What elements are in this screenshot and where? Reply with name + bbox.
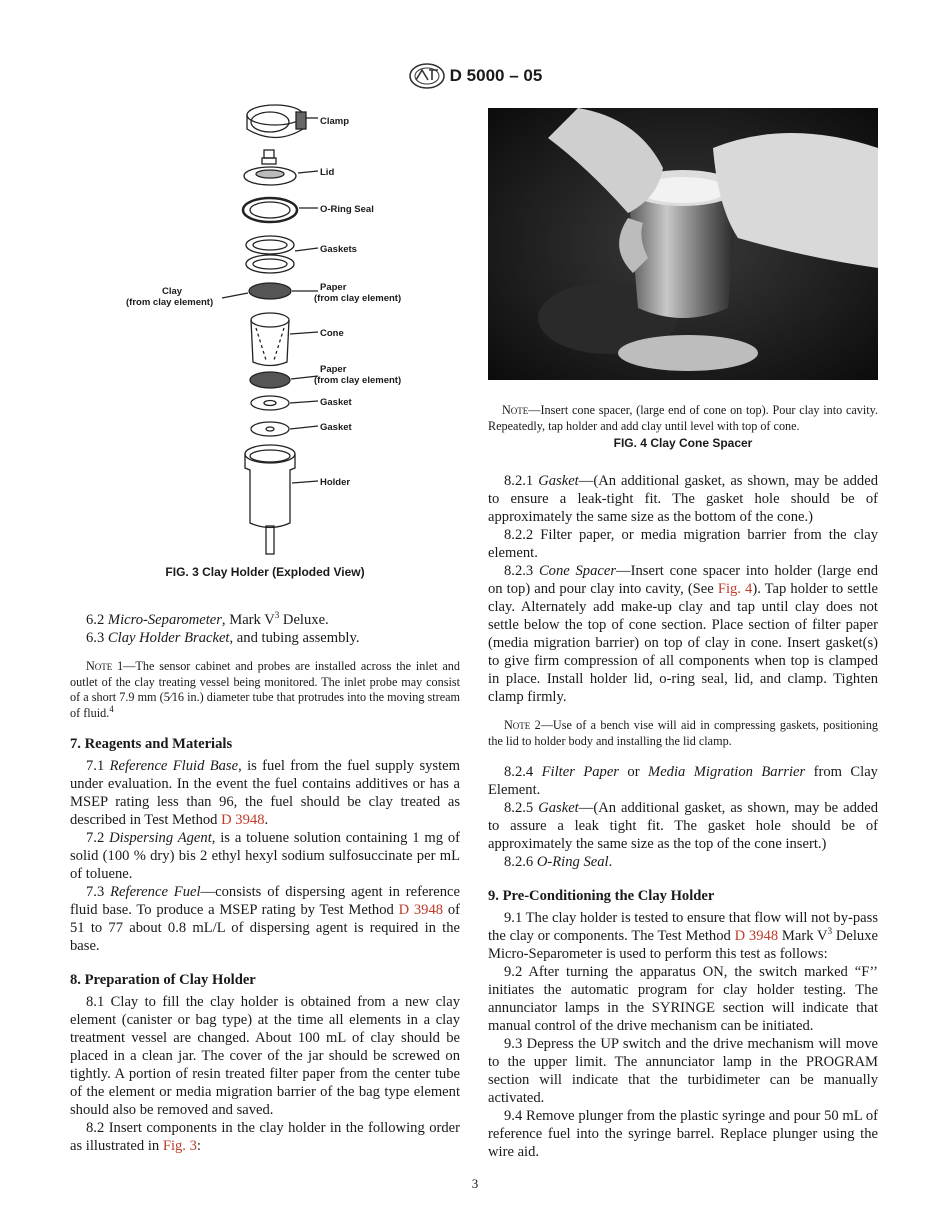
figure-3-caption: FIG. 3 Clay Holder (Exploded View): [165, 565, 365, 579]
paragraph-8-1: 8.1 Clay to fill the clay holder is obtained from a new clay element (canister or bag type) at the time all elements in a clay treatment vessel are changed. About 100 mL of clay should be placed in a clean jar. The cover of the jar should be screwed on tightly. A portion of resin treated filter paper from the center tube of the element or media migration barrier of the bag type element should also be removed and saved.: [70, 994, 460, 1118]
link-d3948[interactable]: D 3948: [221, 812, 265, 828]
paragraph-8-2-5: 8.2.5 Gasket—(An additional gasket, as shown, may be added to assure a leak tight fit. The gasket hole should be of approximately the same size as the top of the cone insert.): [488, 800, 879, 852]
page-header: [0, 62, 950, 95]
note-1: Note 1—The sensor cabinet and probes are installed across the inlet and outlet of the clay treating vessel being monitored. The inlet probe may consist of a short 7.9 mm (5⁄16 in.) diameter tube that protrudes into the moving stream of fluid.$^4$: [70, 659, 460, 720]
note-2: Note 2—Use of a bench vise will aid in compressing gaskets, positioning the lid to holder body and installing the lid clamp.: [488, 718, 879, 748]
astm-logo-icon: [408, 62, 446, 90]
figure-4-note: Note—Insert cone spacer, (large end of cone on top). Pour clay into cavity. Repeatedly, tap holder and add clay until level with top of cone.: [488, 403, 878, 433]
paragraph-8-2-2: 8.2.2 Filter paper, or media migration barrier from the clay element.: [488, 527, 878, 561]
paragraph-7-3: 7.3 Reference Fuel—consists of dispersing agent in reference fluid base. To produce a MSEP rating by Test Method D 3948 of 51 to 77 about 0.8 mL/L of dispersing agent is required in the base.: [70, 884, 461, 954]
link-fig-3[interactable]: Fig. 3: [162, 1138, 197, 1154]
link-d3948[interactable]: D 3948: [398, 902, 444, 918]
section-8-heading: 8. Preparation of Clay Holder: [70, 972, 256, 988]
oring-part: [243, 198, 297, 222]
paragraph-8-2: 8.2 Insert components in the clay holder in the following order as illustrated in Fig. 3:: [70, 1120, 460, 1154]
label-paper-1-source: (from clay element): [314, 293, 402, 304]
right-column: [488, 108, 878, 1161]
paragraph-8-2-4: 8.2.4 Filter Paper or Media Migration Barrier from Clay Element.: [488, 764, 878, 798]
paragraph-9-3: 9.3 Depress the UP switch and the drive mechanism will move to the upper limit. The annunciator lamp in the PROGRAM section will indicate that the turbidimeter can be manually activated.: [488, 1036, 878, 1106]
label-gasket-1: Gasket: [320, 397, 352, 408]
paragraph-8-2-1: 8.2.1 Gasket—(An additional gasket, as shown, may be added to ensure a leak-tight fit. The gasket hole should be of approximately the same size as the bottom of the cone.): [488, 473, 879, 525]
label-clamp: Clamp: [320, 116, 350, 127]
link-fig-4[interactable]: Fig. 4: [717, 581, 753, 597]
gaskets-part: [246, 236, 294, 273]
label-clay: Clay: [162, 286, 183, 297]
label-paper-2: Paper: [320, 364, 347, 375]
page-number: 3: [471, 1176, 479, 1191]
clamp-part: [247, 105, 306, 138]
paragraph-9-1: 9.1 The clay holder is tested to ensure that flow will not by-pass the clay or components. The Test Method D 3948 Mark $V^3$ Deluxe Micro-Separometer is used to perform this test as follows:: [488, 910, 879, 962]
paragraph-7-2: 7.2 Dispersing Agent, is a toluene solution containing 1 mg of solid (100 % dry) bis 2 ethyl hexyl sodium sulfosuccinate per mL of toluene.: [70, 830, 460, 882]
paragraph-9-2: 9.2 After turning the apparatus ON, the switch marked “F’’ initiates the automatic program for clay holder testing. The annunciator lamps in the SYRINGE section will indicate that manual control of the drive mechanism can be initiated.: [488, 964, 878, 1034]
paragraph-7-1: 7.1 Reference Fluid Base, is fuel from the fuel supply system under evaluation. In the event the fuel contains additives or has a MSEP rating less than 96, the fuel should be clay treated as described in Test Method D 3948.: [70, 758, 460, 828]
label-paper-2-source: (from clay element): [314, 375, 402, 386]
link-d3948[interactable]: D 3948: [734, 928, 779, 944]
section-9-heading: 9. Pre-Conditioning the Clay Holder: [488, 888, 715, 904]
label-oring: O-Ring Seal: [320, 204, 374, 215]
document-id: D 5000 – 05: [449, 66, 543, 85]
figure-3-exploded-view: [70, 98, 460, 558]
paper-2-part: [250, 372, 290, 388]
label-gaskets: Gaskets: [320, 244, 357, 255]
gasket-1-part: [251, 396, 289, 410]
figure-4-photo: [488, 108, 878, 380]
lid-part: [244, 150, 296, 185]
label-lid: Lid: [320, 167, 335, 178]
paper-1-part: [249, 283, 291, 299]
clay-cone-spacer-photo: [488, 108, 878, 380]
section-7-heading: 7. Reagents and Materials: [70, 736, 233, 752]
label-clay-source: (from clay element): [126, 297, 214, 308]
paragraph-6-3: 6.3 Clay Holder Bracket, and tubing assembly.: [86, 630, 360, 646]
holder-part: [245, 445, 295, 554]
paragraph-6-2: 6.2 Micro-Separometer, Mark $V^3$ Deluxe.: [86, 610, 329, 628]
left-column: [70, 98, 460, 1155]
figure-4-caption: FIG. 4 Clay Cone Spacer: [613, 436, 753, 450]
cone-part: [251, 313, 289, 366]
label-holder: Holder: [320, 477, 351, 488]
paragraph-9-4: 9.4 Remove plunger from the plastic syringe and pour 50 mL of reference fuel into the syringe barrel. Replace plunger using the wire aid.: [488, 1108, 878, 1160]
label-paper-1: Paper: [320, 282, 347, 293]
paragraph-8-2-6: 8.2.6 O-Ring Seal.: [504, 854, 613, 870]
label-gasket-2: Gasket: [320, 422, 352, 433]
paragraph-8-2-3: 8.2.3 Cone Spacer—Insert cone spacer into holder (large end on top) and pour clay into cavity, (See Fig. 4). Tap holder to settle clay. Alternately add make-up clay and tap until clay does not settle below the top of cone section. Place section of filter paper (media migration barrier) on top of clay in cone. Insert gasket(s) to give firm compression of all components when top is clamped in place. Install holder lid, o-ring seal, lid, and clamp. Tighten clamp firmly.: [488, 563, 878, 705]
label-cone: Cone: [320, 328, 344, 339]
gasket-2-part: [251, 422, 289, 436]
